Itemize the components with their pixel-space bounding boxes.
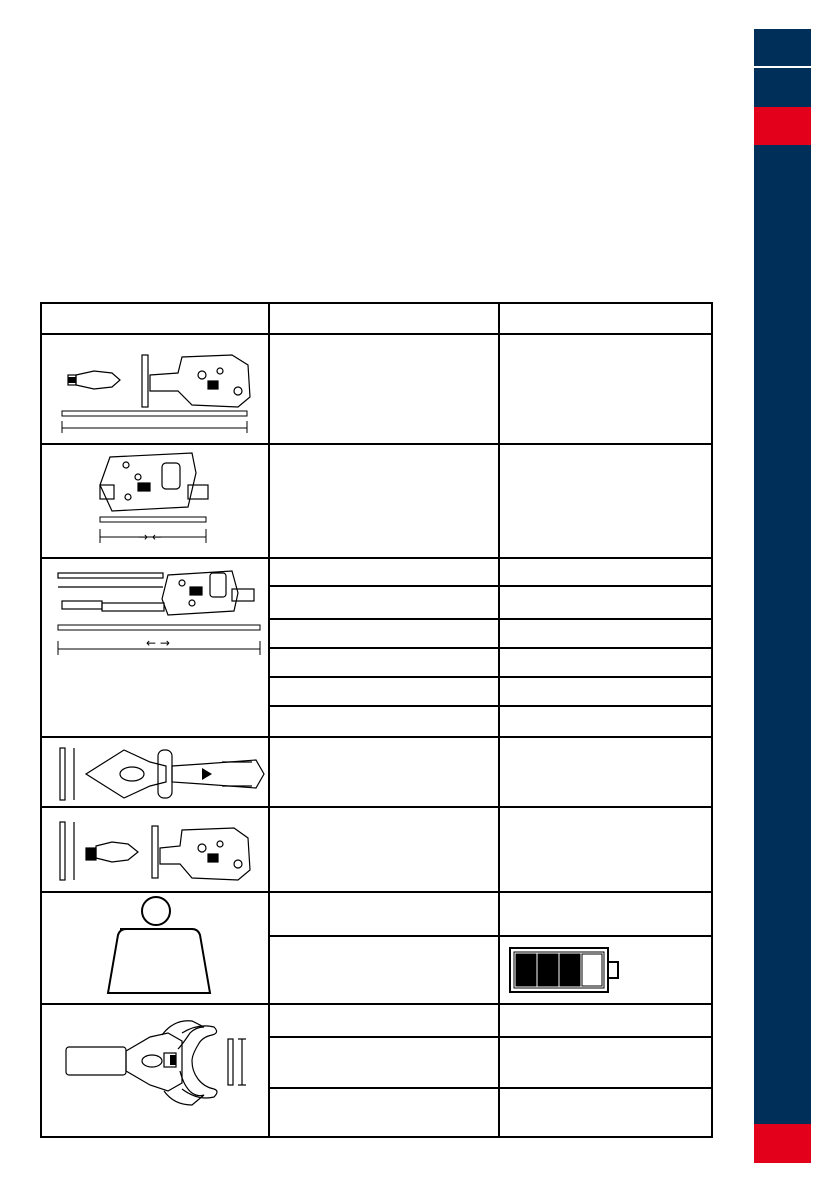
svg-text:→ ←: → ←: [138, 530, 162, 544]
cutter-jaw-opening-icon: [42, 1005, 268, 1136]
subrow-divider: [268, 1087, 713, 1089]
tool-spreader-width-illustration: [42, 738, 270, 806]
subrow-divider: [268, 676, 713, 678]
weight-icon: [42, 893, 268, 1003]
tool-full-length-icon: [42, 335, 268, 443]
battery-bar-filled: [516, 954, 536, 986]
battery-icon: [508, 946, 622, 994]
cutter-jaw-opening-illustration: [42, 1005, 270, 1136]
side-tab-top: [754, 29, 811, 66]
tool-closed-length-illustration: [42, 445, 270, 557]
tool-spreader-width-icon: [42, 738, 268, 806]
battery-bar-filled: [560, 954, 580, 986]
side-tab-active-marker: [754, 107, 811, 145]
tool-extended-length-illustration: [42, 559, 270, 736]
subrow-divider: [268, 1036, 713, 1038]
side-tab-bottom-marker: [754, 1124, 811, 1163]
weight-illustration: [42, 893, 270, 1003]
column-divider: [498, 304, 500, 1136]
subrow-divider: [268, 935, 713, 937]
table-header-row: [42, 304, 711, 333]
subrow-divider: [268, 618, 713, 620]
battery-bar-empty: [582, 954, 602, 986]
subrow-divider: [268, 705, 713, 707]
spec-table: [40, 302, 713, 1138]
tool-extended-length-icon: [42, 559, 268, 669]
tool-height-icon: [42, 808, 268, 891]
battery-indicator: [508, 946, 622, 994]
side-tab-section: [754, 68, 811, 107]
subrow-divider: [268, 647, 713, 649]
tool-closed-length-icon: [42, 445, 268, 557]
tool-height-illustration: [42, 808, 270, 891]
battery-bar-filled: [538, 954, 558, 986]
subrow-divider: [268, 585, 713, 587]
side-tab-body: [754, 145, 811, 1124]
tool-full-length-illustration: [42, 335, 270, 443]
svg-text:← →: ← →: [146, 636, 170, 650]
